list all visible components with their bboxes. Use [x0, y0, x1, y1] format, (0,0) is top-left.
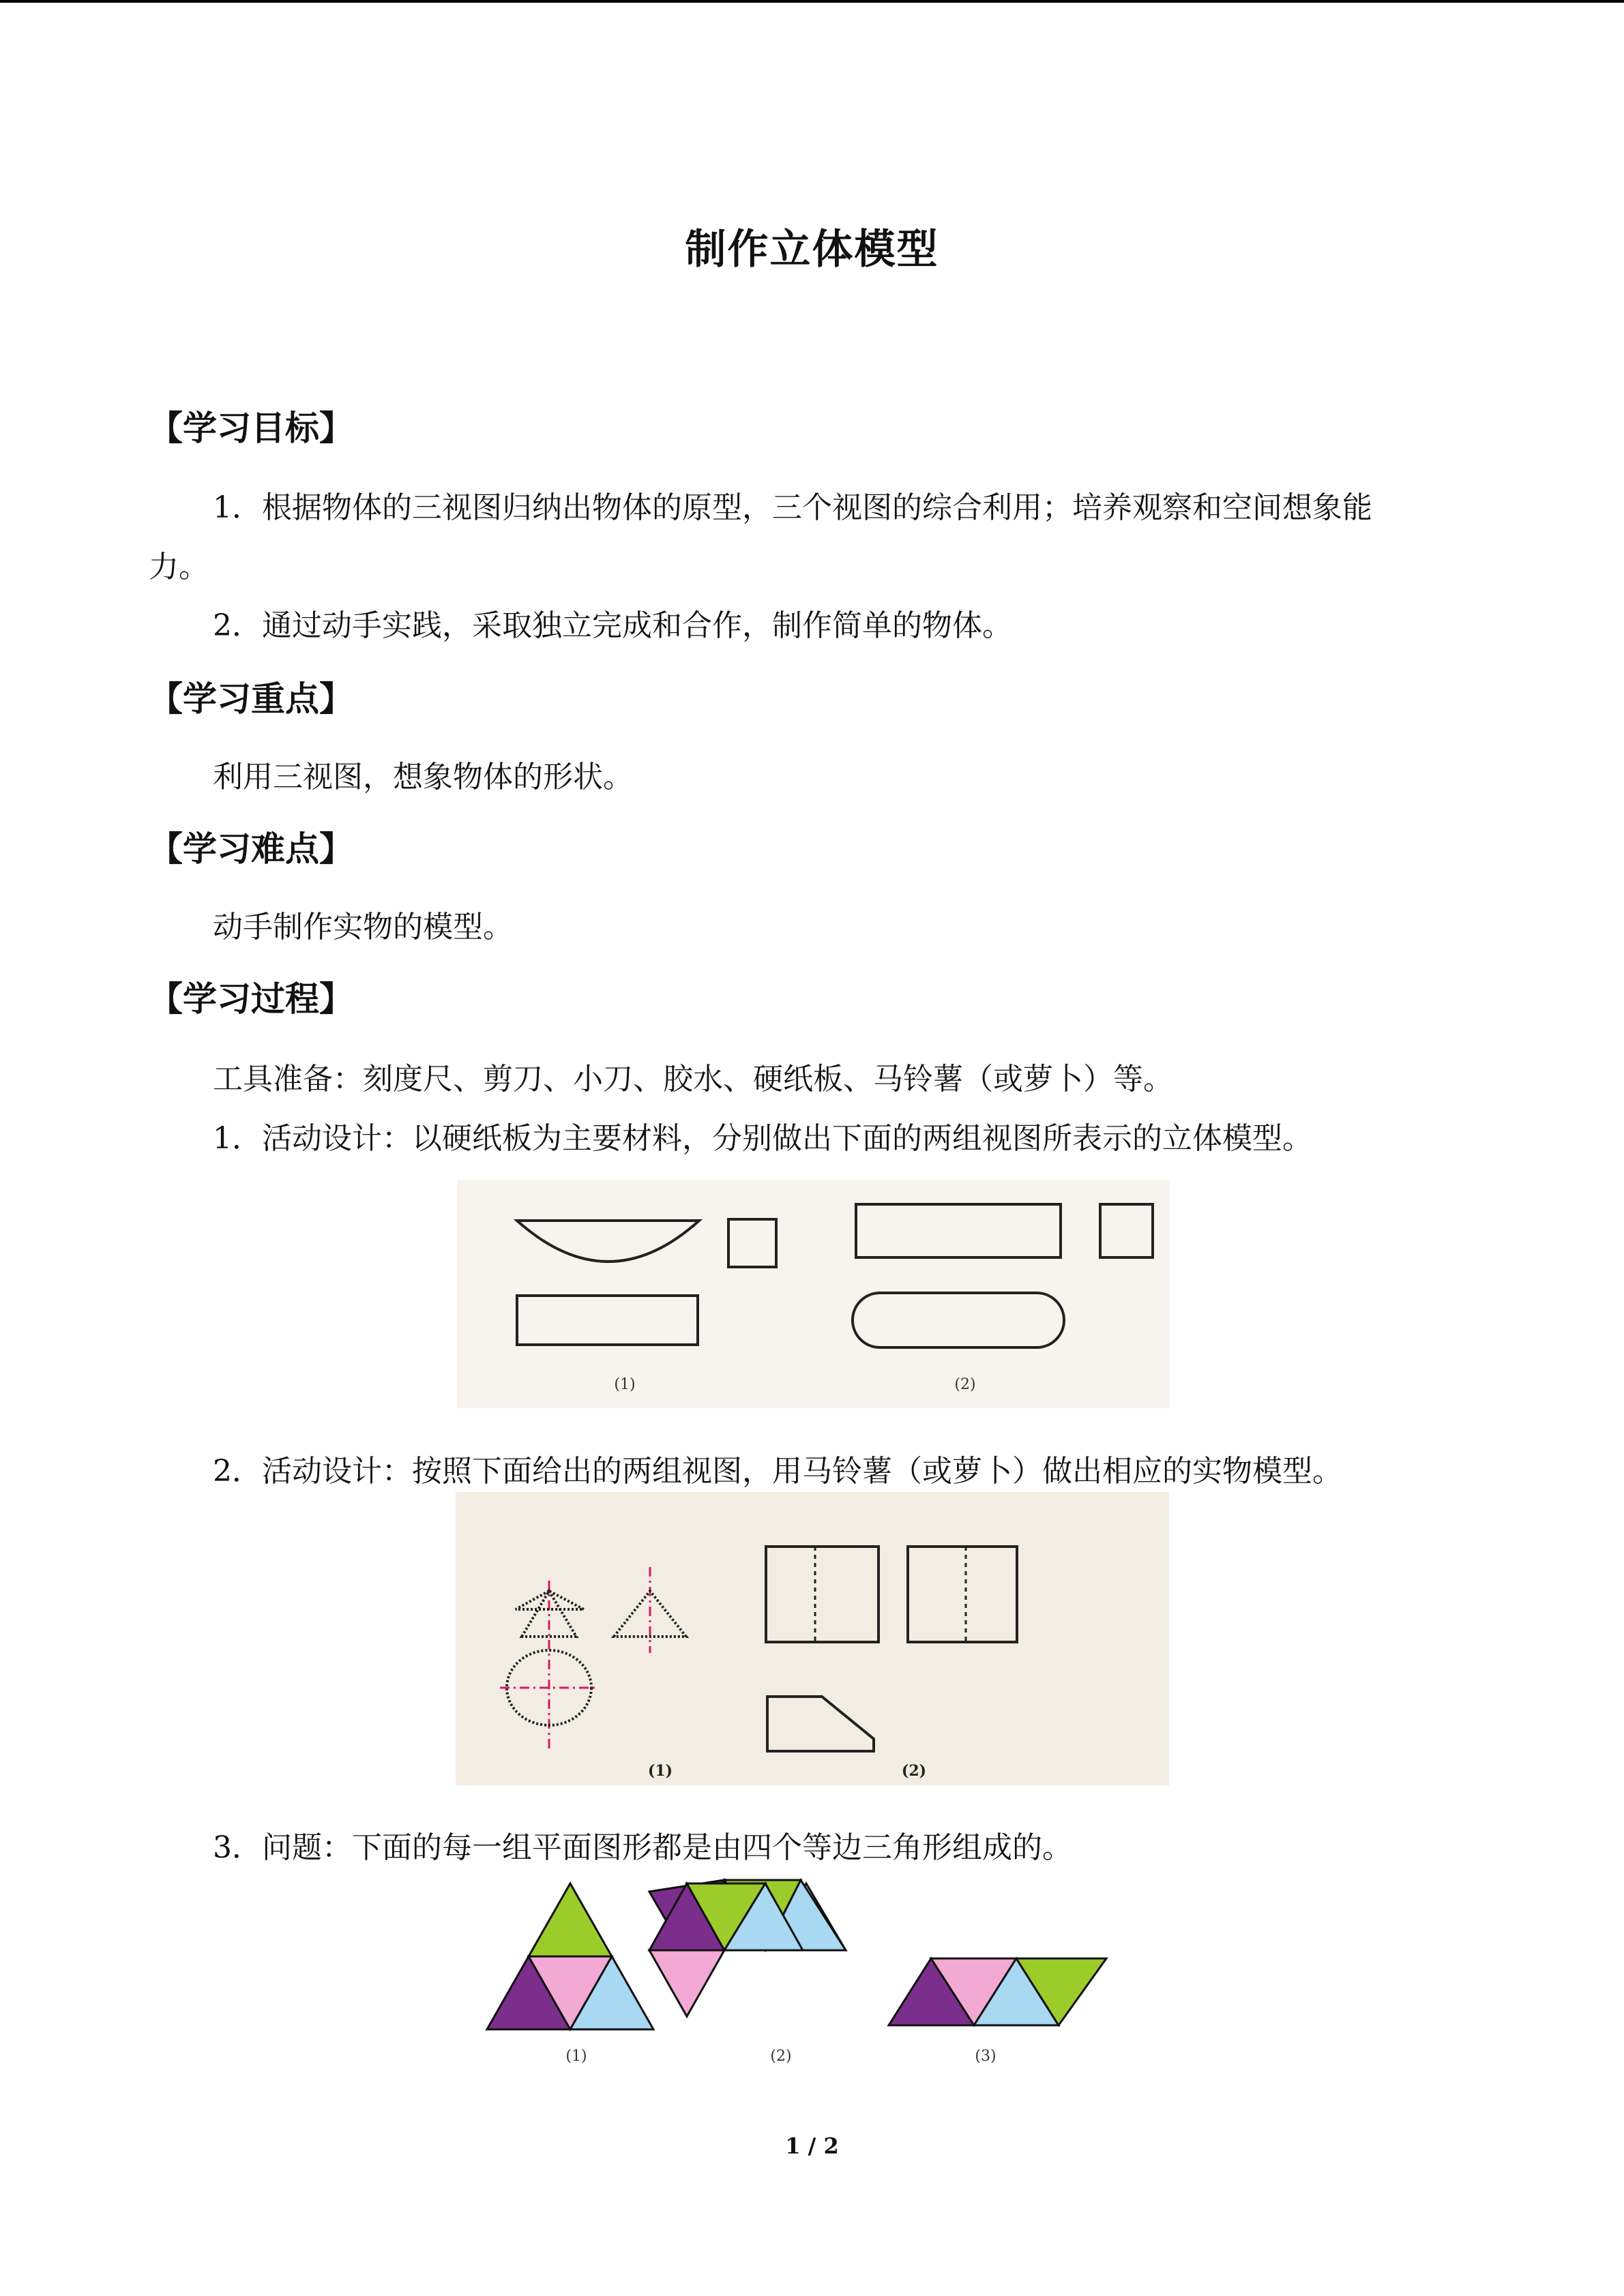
difficulty-text: 动手制作实物的模型。 — [213, 910, 513, 944]
objective-2: 2．通过动手实践，采取独立完成和合作，制作简单的物体。 — [213, 608, 1012, 643]
triangle-green — [529, 1883, 612, 1956]
heading-process: 【学习过程】 — [149, 979, 353, 1019]
heading-difficulties: 【学习难点】 — [149, 829, 353, 869]
heading-key-points: 【学习重点】 — [149, 679, 353, 719]
heading-objectives: 【学习目标】 — [149, 408, 353, 448]
figure-three-views-1 — [457, 1180, 1170, 1408]
activity-1-text: 1．活动设计：以硬纸板为主要材料，分别做出下面的两组视图所表示的立体模型。 — [213, 1121, 1312, 1156]
figure3-label-2: (2) — [770, 2048, 792, 2065]
figure1-label-1: (1) — [614, 1376, 636, 1393]
figure1-label-2: (2) — [954, 1376, 976, 1393]
activity-2-text: 2．活动设计：按照下面给出的两组视图，用马铃薯（或萝卜）做出相应的实物模型。 — [213, 1454, 1342, 1489]
objective-1-line2: 力。 — [149, 550, 209, 584]
objective-1-line1: 1．根据物体的三视图归纳出物体的原型，三个视图的综合利用；培养观察和空间想象能 — [213, 490, 1372, 525]
figure3-label-3: (3) — [975, 2048, 996, 2065]
figure3-label-1: (1) — [565, 2048, 587, 2065]
figure-triangle-nets — [477, 1877, 1119, 2074]
figure2-label-1: (1) — [647, 1762, 673, 1780]
figure2-label-2: (2) — [901, 1762, 927, 1780]
net2-triangle-pink — [649, 1950, 724, 2016]
figure-three-views-2 — [456, 1492, 1169, 1785]
key-point-text: 利用三视图，想象物体的形状。 — [213, 760, 633, 794]
tools-text: 工具准备：刻度尺、剪刀、小刀、胶水、硬纸板、马铃薯（或萝卜）等。 — [213, 1062, 1173, 1097]
page-number: 1 / 2 — [785, 2133, 839, 2159]
question-3-text: 3．问题：下面的每一组平面图形都是由四个等边三角形组成的。 — [213, 1830, 1072, 1865]
page-title: 制作立体模型 — [685, 226, 939, 273]
page-top-border — [0, 0, 1624, 3]
